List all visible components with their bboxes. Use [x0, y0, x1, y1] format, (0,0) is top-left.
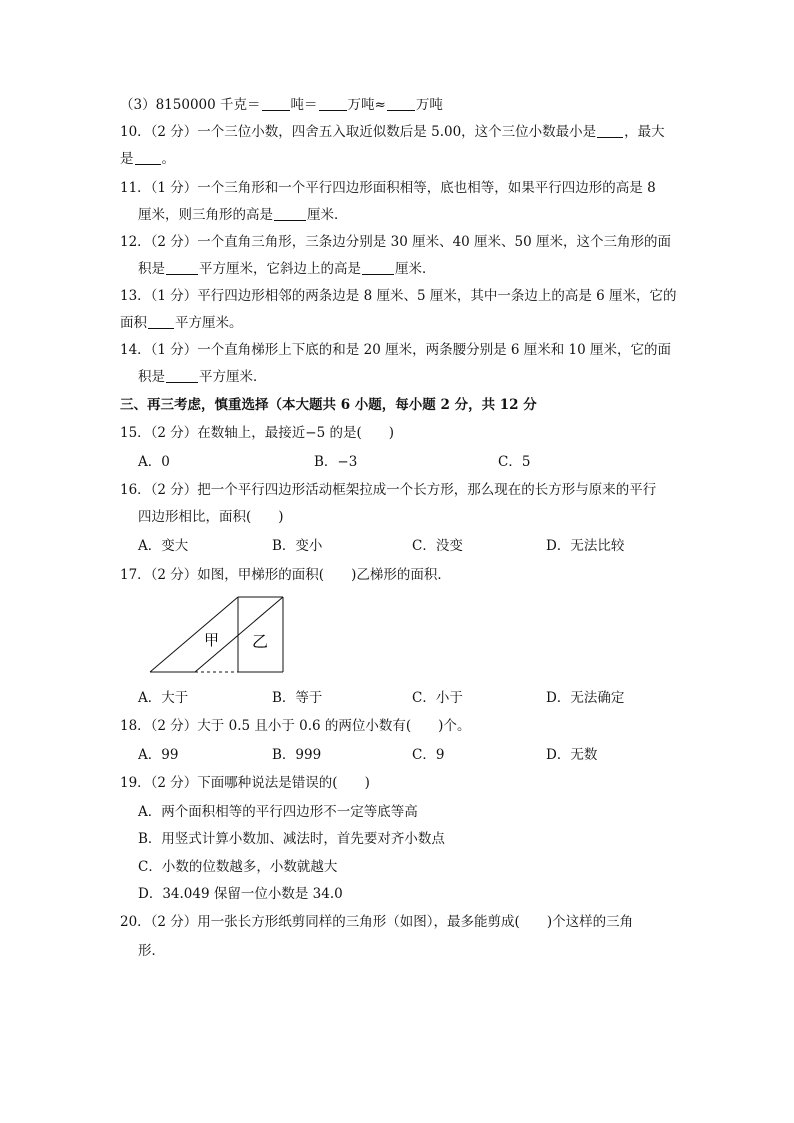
q12-text-end: 厘米．: [395, 261, 436, 277]
q18-option-b[interactable]: B．999: [272, 747, 322, 763]
q20-line2: 形．: [138, 943, 165, 959]
q16-option-d[interactable]: D．无法比较: [546, 538, 625, 554]
q15-stem: 15．（2 分）在数轴上，最接近−5 的是( ): [120, 425, 395, 441]
q18-option-d[interactable]: D．无数: [546, 747, 598, 763]
figure-label-yi: 乙: [252, 632, 269, 651]
section-heading: 三、再三考虑，慎重选择（本大题共 6 小题，每小题 2 分，共 12 分: [120, 397, 537, 413]
q10-line1: [120, 123, 665, 141]
q10-text-line2: 是: [120, 151, 134, 167]
q12-text-line2: 积是: [138, 261, 165, 277]
answer-blank[interactable]: [597, 123, 623, 138]
q9-part3-unit1: 吨＝: [290, 97, 318, 113]
q17-stem: 17．（2 分）如图，甲梯形的面积( )乙梯形的面积．: [120, 567, 451, 583]
figure-diagonal-edge: [150, 597, 238, 672]
q15-option-c[interactable]: C．5: [498, 454, 531, 470]
q13-line1: 13．（1 分）平行四边形相邻的两条边是 8 厘米、5 厘米，其中一条边上的高是 6 厘米，它的: [120, 288, 677, 304]
q17-option-c[interactable]: C．小于: [412, 690, 463, 706]
q13-text-end: 平方厘米。: [175, 315, 243, 331]
q10-text: 10．（2 分）一个三位小数，四舍五入取近似数后是 5.00，这个三位小数最小是: [120, 124, 597, 140]
q9-part3-unit3: 万吨: [415, 97, 443, 113]
q20-line1: 20．（2 分）用一张长方形纸剪同样的三角形（如图），最多能剪成( )个这样的三角: [120, 914, 634, 930]
q9-part3: [120, 96, 443, 114]
q16-option-c[interactable]: C．没变: [412, 538, 463, 554]
answer-blank[interactable]: [135, 150, 161, 165]
q17-option-b[interactable]: B．等于: [272, 690, 323, 706]
q16-line2: 四边形相比，面积( ): [138, 509, 284, 525]
q11-line1: 11．（1 分）一个三角形和一个平行四边形面积相等，底也相等，如果平行四边形的高是 8: [120, 180, 656, 196]
q17-option-a[interactable]: A．大于: [138, 690, 189, 706]
q12-line2: [138, 260, 436, 278]
q10-text-end: 。: [161, 151, 175, 167]
q12-line1: 12．（2 分）一个直角三角形，三条边分别是 30 厘米、40 厘米、50 厘米，这个三角形的面: [120, 234, 672, 250]
q16-option-a[interactable]: A．变大: [138, 538, 189, 554]
q19-stem: 19．（2 分）下面哪种说法是错误的( ): [120, 775, 370, 791]
trapezoid-figure: [145, 594, 295, 678]
answer-blank[interactable]: [148, 314, 174, 329]
q19-option-a[interactable]: A．两个面积相等的平行四边形不一定等底等高: [138, 804, 418, 820]
q11-text-end: 厘米．: [307, 207, 348, 223]
q10-text-cont: ，最大: [624, 124, 665, 140]
q14-line2: [138, 368, 267, 386]
answer-blank[interactable]: [319, 96, 347, 111]
q18-option-a[interactable]: A．99: [138, 747, 179, 763]
q13-text-line2: 面积: [120, 315, 147, 331]
answer-blank[interactable]: [166, 260, 198, 275]
q12-text-mid: 平方厘米，它斜边上的高是: [199, 261, 361, 277]
answer-blank[interactable]: [362, 260, 394, 275]
q9-part3-prefix: （3）8150000 千克＝: [120, 97, 261, 113]
q9-part3-unit2: 万吨≈: [347, 97, 386, 113]
q14-line1: 14．（1 分）一个直角梯形上下底的和是 20 厘米，两条腰分别是 6 厘米和 10 厘米，它的面: [120, 342, 672, 358]
answer-blank[interactable]: [387, 96, 415, 111]
q11-text-line2: 厘米，则三角形的高是: [138, 207, 273, 223]
q13-line2: [120, 314, 243, 332]
q19-option-c[interactable]: C．小数的位数越多，小数就越大: [138, 859, 338, 875]
answer-blank[interactable]: [166, 368, 198, 383]
answer-blank[interactable]: [262, 96, 290, 111]
q10-line2: [120, 150, 175, 168]
q16-line1: 16．（2 分）把一个平行四边形活动框架拉成一个长方形，那么现在的长方形与原来的平行: [120, 482, 657, 498]
q19-option-b[interactable]: B．用竖式计算小数加、减法时，首先要对齐小数点: [138, 831, 445, 847]
q18-option-c[interactable]: C．9: [412, 747, 445, 763]
q17-option-d[interactable]: D．无法确定: [546, 690, 625, 706]
q14-text-line2: 积是: [138, 369, 165, 385]
q11-line2: [138, 206, 348, 224]
q19-option-d[interactable]: D．34.049 保留一位小数是 34.0: [138, 886, 343, 902]
figure-label-jia: 甲: [204, 631, 220, 649]
answer-blank[interactable]: [274, 206, 306, 221]
q18-stem: 18．（2 分）大于 0.5 且小于 0.6 的两位小数有( )个。: [120, 718, 471, 734]
q16-option-b[interactable]: B．变小: [272, 538, 323, 554]
q14-text-end: 平方厘米．: [199, 369, 267, 385]
q15-option-b[interactable]: B．−3: [314, 454, 358, 470]
q15-option-a[interactable]: A．0: [138, 454, 170, 470]
